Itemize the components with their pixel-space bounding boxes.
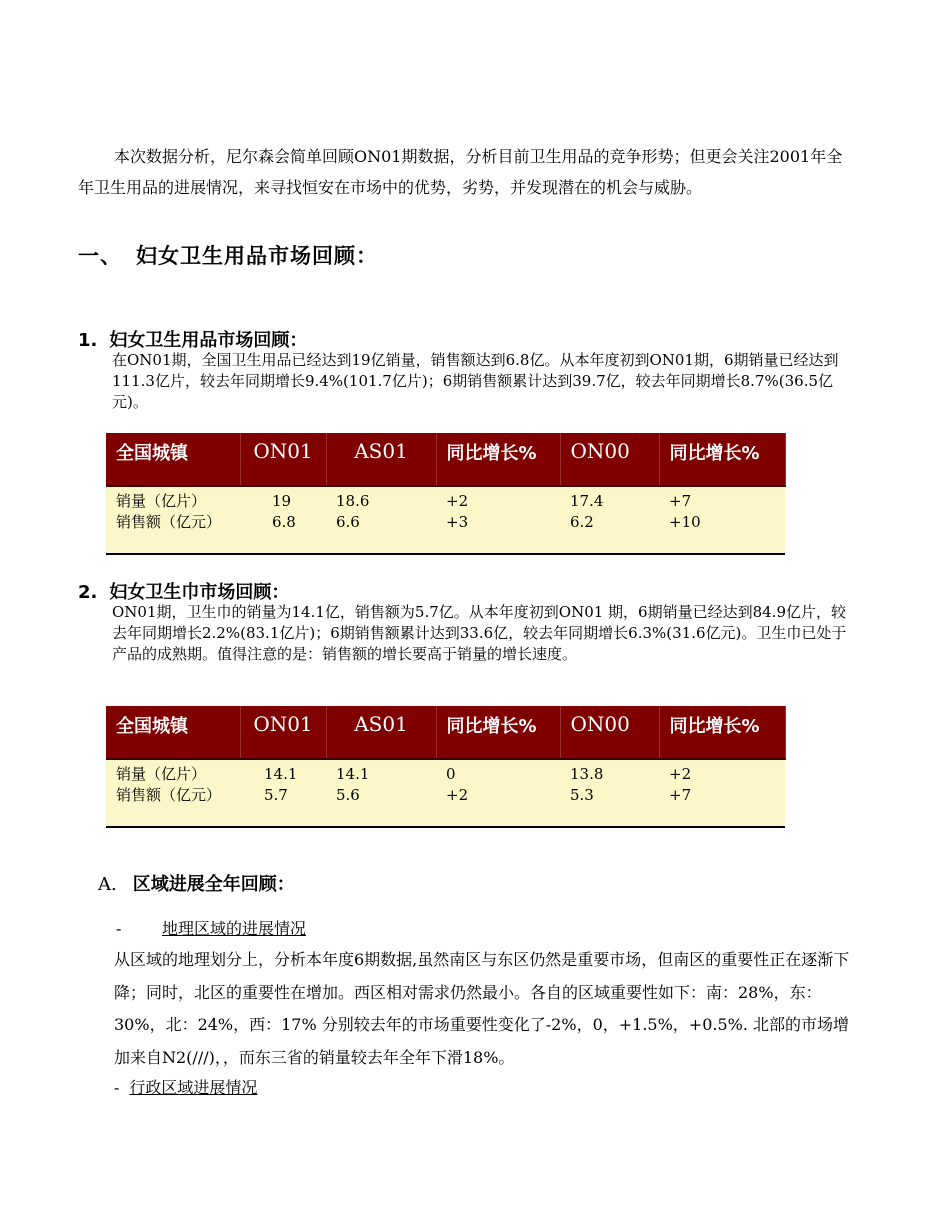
header-cell: AS01 bbox=[326, 706, 436, 759]
header-cell: AS01 bbox=[326, 433, 436, 486]
subsection-number: 2. bbox=[78, 582, 98, 603]
table-header-row bbox=[106, 433, 785, 486]
table-cell bbox=[326, 486, 436, 554]
table-cell bbox=[436, 486, 560, 554]
subsection-heading-2 bbox=[78, 578, 289, 604]
header-cell: ON00 bbox=[560, 433, 659, 486]
section-title: 妇女卫生用品市场回顾： bbox=[136, 244, 378, 268]
data-table-2 bbox=[106, 706, 786, 828]
table-cell bbox=[326, 759, 436, 827]
row-label: 销售额（亿元） bbox=[116, 786, 222, 804]
cell-value: 5.3 bbox=[570, 786, 594, 804]
cell-value: +7 bbox=[669, 786, 692, 804]
header-cell: 同比增长% bbox=[436, 706, 560, 759]
subsection-number: 1. bbox=[78, 330, 98, 351]
table-cell bbox=[240, 759, 326, 827]
section-heading-a bbox=[98, 870, 295, 896]
header-cell: 同比增长% bbox=[659, 433, 785, 486]
subsection-title: 妇女卫生用品市场回顾： bbox=[109, 330, 308, 351]
header-cell: 同比增长% bbox=[659, 706, 785, 759]
bullet-dash: - bbox=[114, 1078, 120, 1097]
table-cell bbox=[659, 486, 785, 554]
table-cell bbox=[560, 759, 659, 827]
cell-value: 6.2 bbox=[570, 513, 594, 531]
cell-value: 5.6 bbox=[336, 786, 360, 804]
section-letter: A. bbox=[98, 874, 117, 895]
cell-value: +7 bbox=[669, 492, 692, 510]
cell-value: 14.1 bbox=[336, 765, 370, 783]
section-heading-1 bbox=[78, 240, 378, 270]
subsection-title: 妇女卫生巾市场回顾： bbox=[109, 582, 290, 603]
table-row bbox=[106, 759, 785, 827]
cell-value: 14.1 bbox=[264, 765, 298, 783]
table-cell bbox=[240, 486, 326, 554]
cell-value: +3 bbox=[446, 513, 469, 531]
cell-value: 0 bbox=[446, 765, 456, 783]
admin-title: 行政区域进展情况 bbox=[129, 1078, 258, 1097]
header-cell: 同比增长% bbox=[436, 433, 560, 486]
table-cell bbox=[659, 759, 785, 827]
intro-paragraph: 本次数据分析，尼尔森会简单回顾ON01期数据，分析目前卫生用品的竞争形势；但更会关注2001年全年卫生用品的进展情况，来寻找恒安在市场中的优势，劣势，并发现潜在的机会与威胁。 bbox=[78, 147, 843, 197]
cell-value: 17.4 bbox=[570, 492, 604, 510]
cell-value: +2 bbox=[446, 786, 469, 804]
cell-value: 6.8 bbox=[272, 513, 296, 531]
table-cell bbox=[436, 759, 560, 827]
row-label: 销量（亿片） bbox=[116, 765, 207, 783]
header-cell: 全国城镇 bbox=[106, 433, 240, 486]
admin-subheading bbox=[114, 1075, 257, 1098]
bullet-dash: - bbox=[116, 919, 122, 938]
cell-value: +10 bbox=[669, 513, 701, 531]
section-a-title: 区域进展全年回顾： bbox=[132, 874, 295, 895]
row-label: 销售额（亿元） bbox=[116, 513, 222, 531]
cell-value: 6.6 bbox=[336, 513, 360, 531]
geo-paragraph: 从区域的地理划分上，分析本年度6期数据,虽然南区与东区仍然是重要市场，但南区的重要性正在逐渐下降；同时，北区的重要性在增加。西区相对需求仍然最小。各自的区域重要性如下：南：28%，东：30%，北：24%，西：17% 分别较去年的市场重要性变化了-2%，0，+1.5%，+0.5%. 北部的市场增加来自N2(///)，，而东三省的销量较去年全年下滑18%。 bbox=[114, 950, 850, 1067]
subsection-2-text: ON01期，卫生巾的销量为14.1亿，销售额为5.7亿。从本年度初到ON01 期，6期销量已经达到84.9亿片，较去年同期增长2.2%(83.1亿片)；6期销售额累计达到33.6亿，较去年同期增长6.3%(31.6亿元)。卫生巾已处于产品的成熟期。值得注意的是：销售额的增长要高于销量的增长速度。 bbox=[112, 603, 847, 663]
cell-value: +2 bbox=[446, 492, 469, 510]
table-cell bbox=[106, 486, 240, 554]
table-cell bbox=[560, 486, 659, 554]
geo-subheading bbox=[116, 916, 306, 939]
table-row bbox=[106, 486, 785, 554]
header-cell: ON00 bbox=[560, 706, 659, 759]
cell-value: 5.7 bbox=[264, 786, 288, 804]
header-cell: ON01 bbox=[240, 706, 326, 759]
geo-title: 地理区域的进展情况 bbox=[162, 919, 307, 938]
table-cell bbox=[106, 759, 240, 827]
section-number: 一、 bbox=[78, 244, 122, 268]
cell-value: +2 bbox=[669, 765, 692, 783]
subsection-1-text: 在ON01期，全国卫生用品已经达到19亿销量，销售额达到6.8亿。从本年度初到ON01期，6期销量已经达到111.3亿片，较去年同期增长9.4%(101.7亿片)；6期销售额累计达到39.7亿，较去年同期增长8.7%(36.5亿元)。 bbox=[112, 351, 839, 411]
header-cell: 全国城镇 bbox=[106, 706, 240, 759]
cell-value: 19 bbox=[272, 492, 292, 510]
header-cell: ON01 bbox=[240, 433, 326, 486]
table-header-row bbox=[106, 706, 785, 759]
data-table-1 bbox=[106, 433, 786, 555]
cell-value: 13.8 bbox=[570, 765, 604, 783]
cell-value: 18.6 bbox=[336, 492, 370, 510]
subsection-heading-1 bbox=[78, 326, 307, 352]
row-label: 销量（亿片） bbox=[116, 492, 207, 510]
